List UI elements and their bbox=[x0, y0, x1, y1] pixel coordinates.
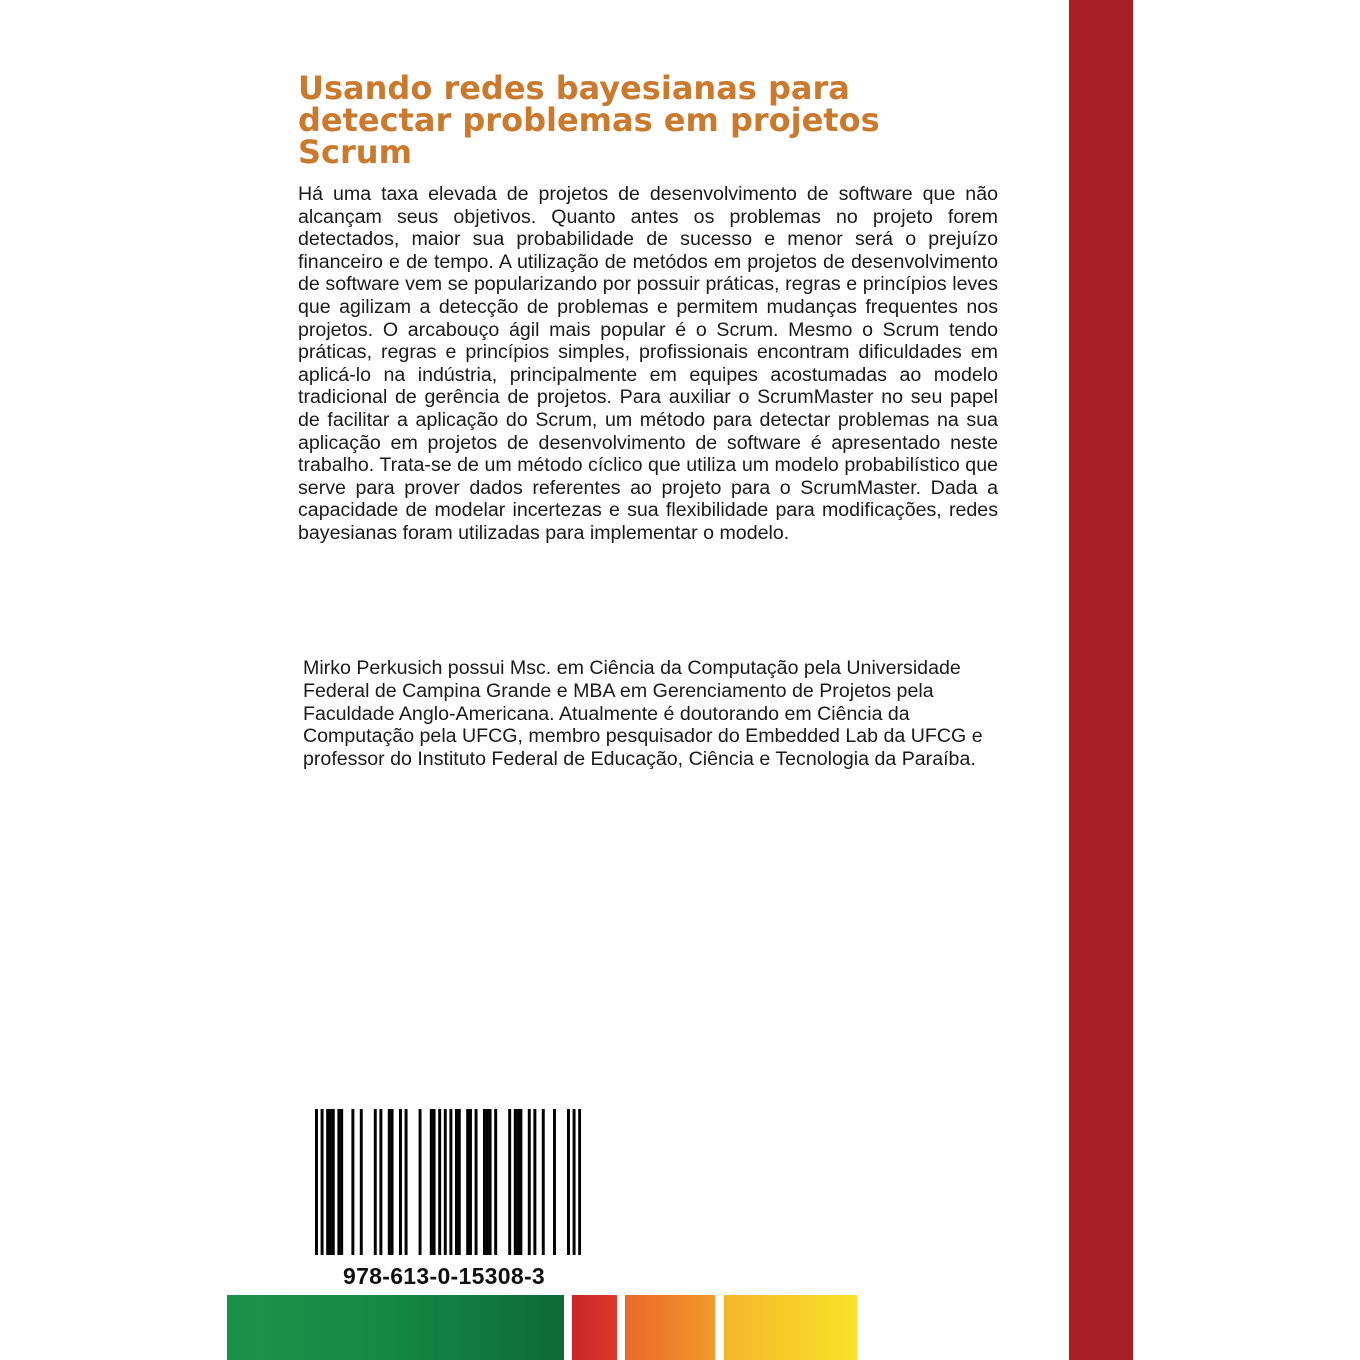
barcode-bar bbox=[388, 1109, 391, 1255]
spine-stripe bbox=[1069, 0, 1133, 1360]
book-abstract: Há uma taxa elevada de projetos de desenvolvimento de software que não alcançam seus objetivos. Quanto antes os problemas no projeto forem detectados, maior sua probabilidade de sucesso e menor será o prejuízo financeiro e de tempo. A utilização de metódos em projetos de desenvolvimento de software vem se popularizando por possuir práticas, regras e princípios leves que agilizam a detecção de problemas e permitem mudanças frequentes nos projetos. O arcabouço ágil mais popular é o Scrum. Mesmo o Scrum tendo práticas, regras e princípios simples, profissionais encontram dificuldades em aplicá-lo na indústria, principalmente em equipes acostumadas ao modelo tradicional de gerência de projetos. Para auxiliar o ScrumMaster no seu papel de facilitar a aplicação do Scrum, um método para detectar problemas na sua aplicação em projetos de desenvolvimento de software é apresentado neste trabalho. Trata-se de um método cíclico que utiliza um modelo probabilístico que serve para prover dados referentes ao projeto para o ScrumMaster. Dada a capacidade de modelar incertezas e sua flexibilidade para modificações, redes bayesianas foram utilizadas para implementar o modelo. bbox=[298, 183, 998, 544]
color-band-yellow bbox=[724, 1295, 857, 1360]
barcode-bar bbox=[573, 1109, 576, 1255]
book-title: Usando redes bayesianas para detectar problemas em projetos Scrum bbox=[298, 69, 880, 171]
barcode-bar bbox=[340, 1109, 343, 1255]
barcode-bar bbox=[315, 1109, 318, 1255]
barcode-bar bbox=[483, 1109, 486, 1255]
barcode-bar bbox=[405, 1109, 408, 1255]
barcode-bar bbox=[329, 1109, 332, 1255]
barcode-bar bbox=[379, 1109, 382, 1255]
author-bio: Mirko Perkusich possui Msc. em Ciência da Computação pela Universidade Federal de Campina Grande e MBA em Gerenciamento de Projetos pela Faculdade Anglo-Americana. Atualmente é doutorando em Ciência da Computação pela UFCG, membro pesquisador do Embedded Lab da UFCG e professor do Instituto Federal de Educação, Ciência e Tecnologia da Paraíba. bbox=[303, 657, 983, 771]
barcode-bar bbox=[419, 1109, 422, 1255]
barcode-bar bbox=[486, 1109, 489, 1255]
barcode-bar bbox=[466, 1109, 469, 1255]
color-band-red bbox=[572, 1295, 617, 1360]
barcode-bar bbox=[517, 1109, 520, 1255]
isbn-number: 978-613-0-15308-3 bbox=[342, 1263, 546, 1289]
barcode-bar bbox=[542, 1109, 545, 1255]
barcode-bar bbox=[469, 1109, 472, 1255]
barcode-bar bbox=[494, 1109, 497, 1255]
barcode-bar bbox=[399, 1109, 402, 1255]
barcode-bar bbox=[326, 1109, 329, 1255]
barcode-bar bbox=[430, 1109, 433, 1255]
barcode-bar bbox=[508, 1109, 511, 1255]
barcode bbox=[303, 1106, 585, 1296]
barcode-bar bbox=[455, 1109, 458, 1255]
barcode-bars bbox=[315, 1109, 581, 1255]
barcode-bar bbox=[519, 1109, 522, 1255]
barcode-bar bbox=[438, 1109, 441, 1255]
barcode-bar bbox=[578, 1109, 581, 1255]
barcode-bar bbox=[351, 1109, 354, 1255]
barcode-bar bbox=[528, 1109, 531, 1255]
barcode-bar bbox=[374, 1109, 377, 1255]
barcode-bar bbox=[475, 1109, 478, 1255]
barcode-bar bbox=[514, 1109, 517, 1255]
barcode-bar bbox=[458, 1109, 461, 1255]
barcode-bar bbox=[444, 1109, 447, 1255]
barcode-bar bbox=[533, 1109, 536, 1255]
barcode-bar bbox=[321, 1109, 324, 1255]
barcode-bar bbox=[337, 1109, 340, 1255]
barcode-bar bbox=[567, 1109, 570, 1255]
barcode-bar bbox=[433, 1109, 436, 1255]
barcode-bar bbox=[553, 1109, 556, 1255]
color-band-orange bbox=[625, 1295, 715, 1360]
barcode-bar bbox=[332, 1109, 335, 1255]
barcode-bar bbox=[489, 1109, 492, 1255]
barcode-bar bbox=[449, 1109, 452, 1255]
color-band-green bbox=[227, 1295, 564, 1360]
barcode-bar bbox=[360, 1109, 363, 1255]
barcode-bar bbox=[391, 1109, 394, 1255]
